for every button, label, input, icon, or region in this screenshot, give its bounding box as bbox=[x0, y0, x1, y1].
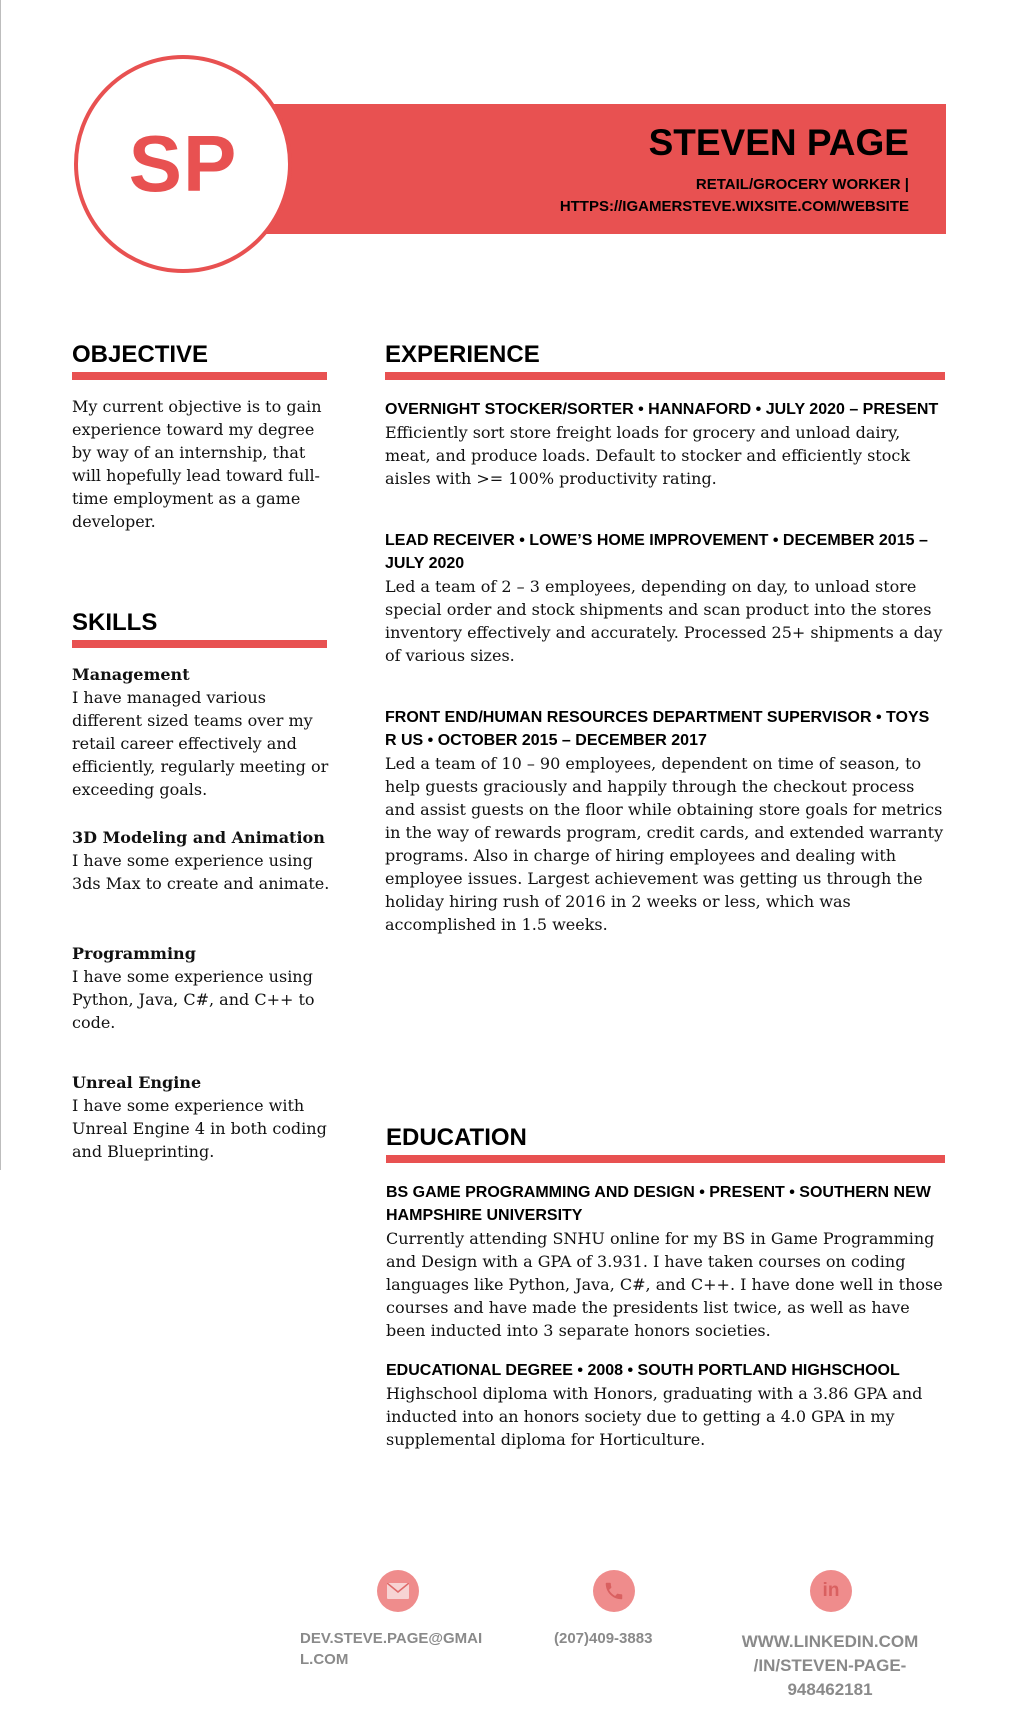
skill-name: Programming bbox=[72, 944, 196, 963]
job-description: Led a team of 10 – 90 employees, dependent on time of season, to help guests graciously and happily through the checkout process and assist guests on the floor while obtaining store goals for metrics in the way of rewards program, credit cards, and extended warranty programs. Also in charge of hiring employees and dealing with employee issues. Largest achievement was getting us through the holiday hiring rush of 2016 in 2 weeks or less, which was accomplished in 1.5 weeks. bbox=[385, 754, 944, 934]
objective-rule bbox=[72, 372, 327, 380]
linkedin-icon bbox=[810, 1570, 852, 1612]
education-heading: EDUCATION bbox=[386, 1124, 527, 1151]
subtitle-role: RETAIL/GROCERY WORKER | bbox=[695, 176, 909, 193]
education-highschool bbox=[386, 1359, 946, 1451]
skill-3d-modeling bbox=[72, 826, 337, 895]
candidate-name: STEVEN PAGE bbox=[648, 122, 909, 163]
subtitle-website: HTTPS://IGAMERSTEVE.WIXSITE.COM/WEBSITE bbox=[559, 198, 909, 215]
linkedin-glyph: in bbox=[822, 1580, 840, 1601]
header-subtitle bbox=[469, 174, 909, 218]
experience-heading: EXPERIENCE bbox=[385, 341, 540, 368]
job-hannaford bbox=[385, 398, 945, 490]
contact-email[interactable] bbox=[300, 1628, 500, 1670]
job-heading: LEAD RECEIVER • LOWE’S HOME IMPROVEMENT • DECEMBER 2015 – JULY 2020 bbox=[385, 532, 928, 572]
monogram-initials: SP bbox=[128, 119, 238, 208]
email-line-1: DEV.STEVE.PAGE@GMAI bbox=[300, 1630, 483, 1647]
education-rule bbox=[386, 1155, 945, 1163]
skill-programming bbox=[72, 942, 337, 1034]
skill-management bbox=[72, 663, 337, 801]
skills-rule bbox=[72, 640, 327, 648]
job-heading: FRONT END/HUMAN RESOURCES DEPARTMENT SUPERVISOR • TOYS R US • OCTOBER 2015 – DECEMBER 2017 bbox=[385, 709, 930, 749]
skills-heading: SKILLS bbox=[72, 609, 158, 636]
skill-name: 3D Modeling and Animation bbox=[72, 828, 325, 847]
email-line-2: L.COM bbox=[300, 1651, 349, 1668]
job-heading: OVERNIGHT STOCKER/SORTER • HANNAFORD • JULY 2020 – PRESENT bbox=[385, 401, 939, 418]
experience-rule bbox=[385, 372, 945, 380]
page-edge-line bbox=[0, 0, 1, 1170]
skill-description: I have some experience with Unreal Engine 4 in both coding and Blueprinting. bbox=[72, 1096, 327, 1161]
skill-description: I have some experience using Python, Java, C#, and C++ to code. bbox=[72, 967, 315, 1032]
phone-icon bbox=[593, 1570, 635, 1612]
monogram-circle bbox=[74, 55, 292, 273]
job-description: Efficiently sort store freight loads for grocery and unload dairy, meat, and produce loads. Default to stocker and efficiently stock aisles with >= 100% productivity rating. bbox=[385, 423, 911, 488]
skill-unreal-engine bbox=[72, 1071, 337, 1163]
education-heading-line: BS GAME PROGRAMMING AND DESIGN • PRESENT • SOUTHERN NEW HAMPSHIRE UNIVERSITY bbox=[386, 1184, 931, 1224]
job-description: Led a team of 2 – 3 employees, depending on day, to unload store special order and stock shipments and scan product into the stores inventory effectively and accurately. Processed 25+ shipments a day of various sizes. bbox=[385, 577, 943, 665]
linkedin-line-3: 948462181 bbox=[787, 1680, 873, 1699]
education-description: Currently attending SNHU online for my BS in Game Programming and Design with a GPA of 3.931. I have taken courses on coding languages like Python, Java, C#, and C++. I have done well in those courses and have made the presidents list twice, as well as have been inducted into 3 separate honors societies. bbox=[386, 1229, 943, 1340]
skill-name: Management bbox=[72, 665, 190, 684]
objective-text: My current objective is to gain experience toward my degree by way of an internship, that will hopefully lead toward full-time employment as a game developer. bbox=[72, 397, 322, 531]
email-icon bbox=[377, 1570, 419, 1612]
education-description: Highschool diploma with Honors, graduating with a 3.86 GPA and inducted into an honors society due to getting a 4.0 GPA in my supplemental diploma for Horticulture. bbox=[386, 1384, 923, 1449]
skill-description: I have some experience using 3ds Max to create and animate. bbox=[72, 851, 330, 893]
job-toys-r-us bbox=[385, 706, 945, 936]
objective-heading: OBJECTIVE bbox=[72, 341, 209, 368]
linkedin-line-2: /IN/STEVEN-PAGE- bbox=[753, 1656, 907, 1675]
linkedin-line-1: WWW.LINKEDIN.COM bbox=[741, 1632, 919, 1651]
contact-linkedin[interactable] bbox=[735, 1630, 925, 1702]
skill-name: Unreal Engine bbox=[72, 1073, 202, 1092]
education-heading-line: EDUCATIONAL DEGREE • 2008 • SOUTH PORTLAND HIGHSCHOOL bbox=[386, 1362, 900, 1379]
job-lowes bbox=[385, 529, 945, 667]
skill-description: I have managed various different sized teams over my retail career effectively and efficiently, regularly meeting or exceeding goals. bbox=[72, 688, 329, 799]
contact-phone[interactable]: (207)409-3883 bbox=[554, 1630, 653, 1647]
education-snhu bbox=[386, 1181, 946, 1342]
